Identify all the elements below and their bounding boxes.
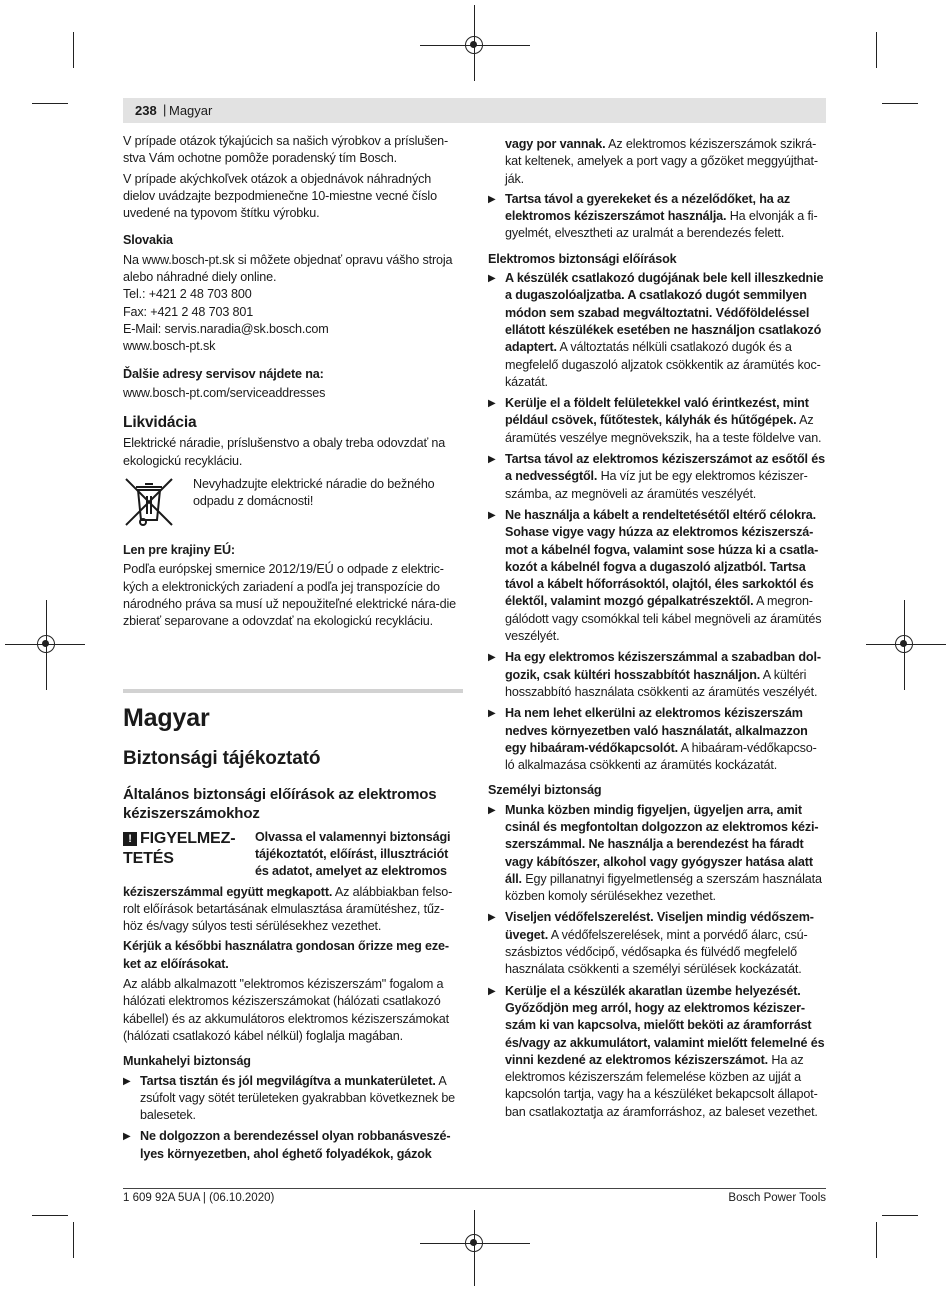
bullet-arrow-icon: ▶ bbox=[488, 509, 496, 521]
continued-bullet bbox=[488, 136, 826, 188]
list-item bbox=[488, 802, 826, 906]
list-item bbox=[488, 451, 826, 503]
bullet-text: A kültéri hosszabbító használata csökkenti az áramütés veszélyét. bbox=[505, 667, 818, 699]
bullet-text: Ha víz jut be egy elektromos kéziszer-számba, az megnöveli az áramütés veszélyét. bbox=[505, 469, 808, 501]
bullet-text: A védőfelszerelések, mint a porvédő álarc, csú-szásbiztos védőcipő, védősapka és fülvédő megfelelő használata csökkenti a személyi sérülések kockázatát. bbox=[505, 927, 808, 977]
list-item bbox=[488, 983, 826, 1121]
bullet-text: Az áramütés veszélye megnövekszik, ha a teste földelve van. bbox=[505, 413, 822, 445]
bullet-bold: Kerülje el a készülék akaratlan üzembe helyezését. Győződjön meg arról, hogy az elektromos kéziszer-szám ki van kapcsolva, mielőtt beköti az áramforrást és/vagy az akkumulátort, valamint mielőtt felemelné és vinni kezdené az elektromos kéziszerszámot. bbox=[505, 983, 825, 1067]
list-item bbox=[123, 1073, 463, 1125]
warning-label bbox=[123, 829, 248, 869]
bullet-bold: Viseljen védőfelszerelést. Viseljen mindig védőszem-üveget. bbox=[505, 910, 814, 942]
bullet-bold: Tartsa távol a gyerekeket és a nézelődőket, ha az elektromos kéziszerszámot használja. bbox=[505, 191, 791, 224]
bullet-bold: vagy por vannak. bbox=[505, 137, 606, 151]
crop-mark bbox=[882, 103, 918, 104]
registration-mark-icon bbox=[37, 635, 55, 653]
warning-side-text: Olvassa el valamennyi biztonsági tájékoztatót, előírást, illusztrációt és adatot, amelyet az elektromos bbox=[255, 829, 451, 878]
bullet-arrow-icon: ▶ bbox=[488, 912, 496, 924]
bullet-text: Az elektromos kéziszerszámok szikrá-kat keltenek, amelyek a port vagy a gőzöket meggyújthat-ják. bbox=[505, 137, 818, 186]
bullet-bold: Tartsa tisztán és jól megvilágítva a munkaterületet. bbox=[140, 1073, 436, 1088]
crop-mark bbox=[32, 1215, 68, 1216]
registration-mark-icon bbox=[465, 36, 483, 54]
bullet-bold: Ha nem lehet elkerülni az elektromos kéziszerszám nedves környezetben való használatát, alkalmazzon egy hibaáram-védőkapcsolót. bbox=[505, 706, 808, 755]
keep-instructions: Kérjük a későbbi használatra gondosan őrizze meg eze-ket az előírásokat. bbox=[123, 939, 449, 971]
warning-continuation-bold: kéziszerszámmal együtt megkapott. bbox=[123, 884, 333, 899]
list-item bbox=[488, 705, 826, 774]
bullet-text: Ha az elektromos kéziszerszám felemelése közben az ujját a kapcsolón tartja, vagy ha a készüléket bekapcsolt állapot-ban csatlakoztatja az áramforráshoz, az baleset vezethet. bbox=[505, 1052, 818, 1119]
page-number: 238 bbox=[135, 103, 157, 118]
more-addresses-heading: Ďalšie adresy servisov nájdete na: bbox=[123, 366, 324, 381]
eu-text: Podľa európskej smernice 2012/19/EÚ o odpade z elektric-kých a elektronických zariadení a podľa jej transpozície do národného práva sa musí už nepoužiteľné elektrické nára-die zbierať separovane a odovzdať na ekologickú recykláciu. bbox=[123, 562, 456, 629]
general-safety-title: Általános biztonsági előírások az elektromos kéziszerszámokhoz bbox=[123, 785, 437, 822]
safety-title: Biztonsági tájékoztató bbox=[123, 747, 321, 769]
list-item bbox=[123, 1128, 463, 1163]
personal-heading: Személyi biztonság bbox=[488, 783, 602, 798]
service-addresses-link: www.bosch-pt.com/serviceaddresses bbox=[123, 385, 326, 400]
warning-triangle-icon: ! bbox=[123, 832, 137, 846]
electrical-heading: Elektromos biztonsági előírások bbox=[488, 251, 677, 266]
bullet-text: Egy pillanatnyi figyelmetlenség a szerszám használata közben komoly sérülésekhez vezethet. bbox=[505, 871, 822, 904]
bullet-arrow-icon: ▶ bbox=[488, 985, 496, 997]
disposal-text: Elektrické náradie, príslušenstvo a obaly treba odovzdať na ekologickú recykláciu. bbox=[123, 436, 446, 468]
bullet-text: A változtatás nélküli csatlakozó dugók és a megfelelő dugaszoló aljzatok csökkentik az áramütés koc-kázatát. bbox=[505, 340, 821, 389]
warning-continuation-text: Az alábbiakban felso-rolt előírások betartásának elmulasztása áramütéshez, tűz-höz és/vagy súlyos testi sérülésekhez vezethet. bbox=[123, 884, 453, 934]
crop-mark bbox=[876, 1222, 877, 1258]
list-item bbox=[488, 191, 826, 243]
weee-text: Nevyhadzujte elektrické náradie do bežného odpadu z domácnosti! bbox=[193, 477, 435, 509]
section-divider bbox=[123, 689, 463, 693]
list-item bbox=[488, 395, 826, 447]
bullet-bold: Munka közben mindig figyeljen, ügyeljen arra, amit csinál és megfontoltan dolgozzon az elektromos kézi-szerszámmal. Ne használja a berendezést ha fáradt vagy kábítószer, alkohol vagy gyógyszer hatása alatt áll. bbox=[505, 802, 819, 886]
contact-website: www.bosch-pt.sk bbox=[123, 339, 216, 354]
workplace-heading: Munkahelyi biztonság bbox=[123, 1054, 251, 1069]
bullet-text: A zsúfolt vagy sötét területeken gyakrabban következnek be balesetek. bbox=[140, 1073, 456, 1123]
language-section-title: Magyar bbox=[123, 703, 210, 732]
bullet-arrow-icon: ▶ bbox=[488, 652, 496, 664]
bullet-bold: Ha egy elektromos kéziszerszámmal a szabadban dol-gozik, csak kültéri hosszabbítót használjon. bbox=[505, 650, 821, 682]
list-item bbox=[488, 909, 826, 978]
list-item bbox=[488, 649, 826, 701]
right-column bbox=[488, 136, 826, 1125]
bullet-text: A megron-gálódott vagy csomókkal teli kábel megnöveli az áramütés veszélyét. bbox=[505, 594, 822, 644]
crossed-out-wheelie-bin-icon bbox=[123, 476, 175, 528]
warning-continuation bbox=[123, 884, 463, 936]
disposal-heading: Likvidácia bbox=[123, 414, 197, 432]
bullet-text: Ha elvonják a fi-gyelmét, elvesztheti az uralmát a berendezés felett. bbox=[505, 209, 818, 241]
bullet-arrow-icon: ▶ bbox=[488, 708, 496, 720]
crop-mark bbox=[876, 32, 877, 68]
bullet-arrow-icon: ▶ bbox=[123, 1075, 131, 1087]
registration-mark-icon bbox=[465, 1234, 483, 1252]
term-definition: Az alább alkalmazott "elektromos kéziszerszám" fogalom a hálózati elektromos kéziszerszámokat (hálózati csatlakozó kábellel) és az akkumulátoros elektromos kéziszerszámokat (hálózati csatlakozó kábel nélkül) foglalja magában. bbox=[123, 977, 450, 1043]
bullet-text: A hibaáram-védőkapcso-ló alkalmazása csökkenti az áramütés kockázatát. bbox=[505, 740, 817, 773]
slovakia-heading: Slovakia bbox=[123, 233, 173, 248]
page-header bbox=[123, 98, 826, 123]
bullet-arrow-icon: ▶ bbox=[488, 398, 496, 410]
header-separator: | bbox=[163, 102, 167, 117]
bullet-arrow-icon: ▶ bbox=[123, 1131, 131, 1143]
intro-paragraph: V prípade otázok týkajúcich sa našich výrobkov a príslušen-stva Vám ochotne pomôže poradenský tím Bosch. bbox=[123, 134, 449, 166]
bullet-arrow-icon: ▶ bbox=[488, 454, 496, 466]
bullet-bold: Ne használja a kábelt a rendeltetésétől eltérő célokra. Sohase vigye vagy húzza az elektromos kéziszerszá-mot a kábelnél fogva, valamint sose húzza ki a csatla-kozót a kábelnél fogva a dugaszoló aljzatból. Tartsa távol a kábelt hőforrásoktól, olajtól, éles sarkoktól és élektől, valamint mozgó gépalkatrészektől. bbox=[505, 507, 819, 609]
list-item bbox=[488, 507, 826, 645]
footer-document-number: 1 609 92A 5UA | (06.10.2020) bbox=[123, 1192, 275, 1204]
registration-mark-icon bbox=[895, 635, 913, 653]
eu-heading: Len pre krajiny EÚ: bbox=[123, 543, 235, 558]
crop-mark bbox=[32, 103, 68, 104]
left-column bbox=[123, 133, 463, 1167]
crop-mark bbox=[882, 1215, 918, 1216]
contact-fax: Fax: +421 2 48 703 801 bbox=[123, 304, 254, 319]
crop-mark bbox=[73, 1222, 74, 1258]
bullet-bold: Tartsa távol az elektromos kéziszerszámot az esőtől és a nedvességtől. bbox=[505, 452, 825, 484]
list-item bbox=[488, 270, 826, 391]
warning-block bbox=[123, 829, 463, 884]
bullet-bold: A készülék csatlakozó dugójának bele kell illeszkednie a dugaszolóaljzatba. A csatlakozó dugót semmilyen módon sem szabad megváltoztatni. Védőföldeléssel ellátott készülékek esetében ne használjon csatlakozó adaptert. bbox=[505, 271, 824, 355]
intro-paragraph: V prípade akýchkoľvek otázok a objednávok náhradných dielov uvádzajte bezpodmienečne 10-miestne vecné číslo uvedené na typovom štítku výrobku. bbox=[123, 171, 437, 221]
bullet-arrow-icon: ▶ bbox=[488, 804, 496, 816]
warning-label-text: FIGYELMEZ-TETÉS bbox=[123, 829, 236, 867]
bullet-arrow-icon: ▶ bbox=[488, 273, 496, 285]
weee-notice bbox=[123, 476, 463, 536]
crop-mark bbox=[73, 32, 74, 68]
footer-rule bbox=[123, 1188, 826, 1189]
bullet-arrow-icon: ▶ bbox=[488, 193, 496, 205]
header-language: Magyar bbox=[169, 103, 213, 118]
contact-phone: Tel.: +421 2 48 703 800 bbox=[123, 287, 252, 302]
bullet-bold: Kerülje el a földelt felületekkel való érintkezést, mint például csövek, fűtőtestek, kályhák és hűtőgépek. bbox=[505, 396, 809, 428]
bullet-bold: Ne dolgozzon a berendezéssel olyan robbanásveszé-lyes környezetben, ahol éghető folyadékok, gázok bbox=[140, 1129, 451, 1161]
contact-line: Na www.bosch-pt.sk si môžete objednať opravu vášho stroja alebo náhradné diely online. bbox=[123, 252, 453, 285]
contact-email: E-Mail: servis.naradia@sk.bosch.com bbox=[123, 321, 329, 336]
footer-brand: Bosch Power Tools bbox=[728, 1192, 826, 1204]
